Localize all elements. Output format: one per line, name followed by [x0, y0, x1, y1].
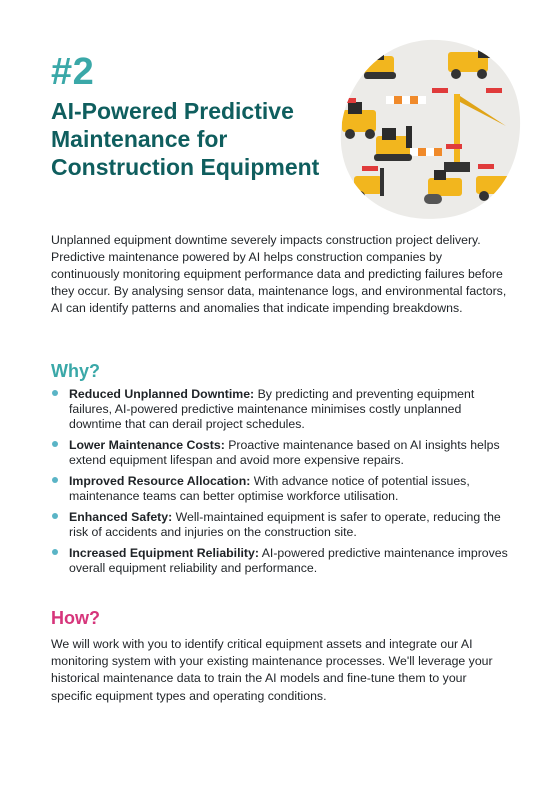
why-heading: Why? [51, 361, 100, 381]
list-item [51, 474, 511, 504]
list-item [51, 387, 511, 432]
page-title: AI-Powered Predictive Maintenance for Construction Equipment [51, 98, 320, 180]
how-heading: How? [51, 608, 100, 628]
list-item-text: Well-maintained equipment is safer to operate, reducing the risk of accidents and injuries on the construction site. [69, 510, 501, 539]
bullet-icon [52, 441, 58, 447]
how-paragraph: We will work with you to identify critical equipment assets and integrate our AI monitoring system with your existing maintenance processes. We'll leverage your historical maintenance data to train the AI models and fine-tune them to your specific equipment types and operating conditions. [51, 637, 493, 703]
construction-equipment-illustration [336, 36, 522, 222]
truck-icon [476, 176, 510, 201]
intro-paragraph: Unplanned equipment downtime severely impacts construction project delivery. Predictive maintenance powered by AI helps construction companies by continuously monitoring equipment performance data and predicting failures before they occur. By analysing sensor data, maintenance logs, and environmental factors, AI can identify patterns and anomalies that indicate impending breakdowns. [51, 233, 507, 315]
list-item [51, 510, 511, 540]
list-item-title: Improved Resource Allocation: [69, 474, 251, 488]
list-item-title: Lower Maintenance Costs: [69, 438, 225, 452]
bullet-icon [52, 477, 58, 483]
section-number: #2 [51, 51, 95, 93]
list-item [51, 438, 511, 468]
list-item-text: AI-powered predictive maintenance improves overall equipment reliability and performance. [69, 546, 508, 575]
list-item-text: With advance notice of potential issues, maintenance teams can better optimise workforce utilisation. [69, 474, 470, 503]
bullet-icon [52, 513, 58, 519]
bullet-icon [52, 390, 58, 396]
list-item-title: Increased Equipment Reliability: [69, 546, 259, 560]
list-item-text: Proactive maintenance based on AI insights helps extend equipment lifespan and avoid more expensive repairs. [69, 438, 500, 467]
bullet-icon [52, 549, 58, 555]
why-list [51, 387, 511, 582]
list-item-title: Enhanced Safety: [69, 510, 173, 524]
list-item [51, 546, 511, 576]
list-item-title: Reduced Unplanned Downtime: [69, 387, 255, 401]
list-item-text: By predicting and preventing equipment failures, AI-powered predictive maintenance minimises costly unplanned downtime that can derail project schedules. [69, 387, 475, 431]
